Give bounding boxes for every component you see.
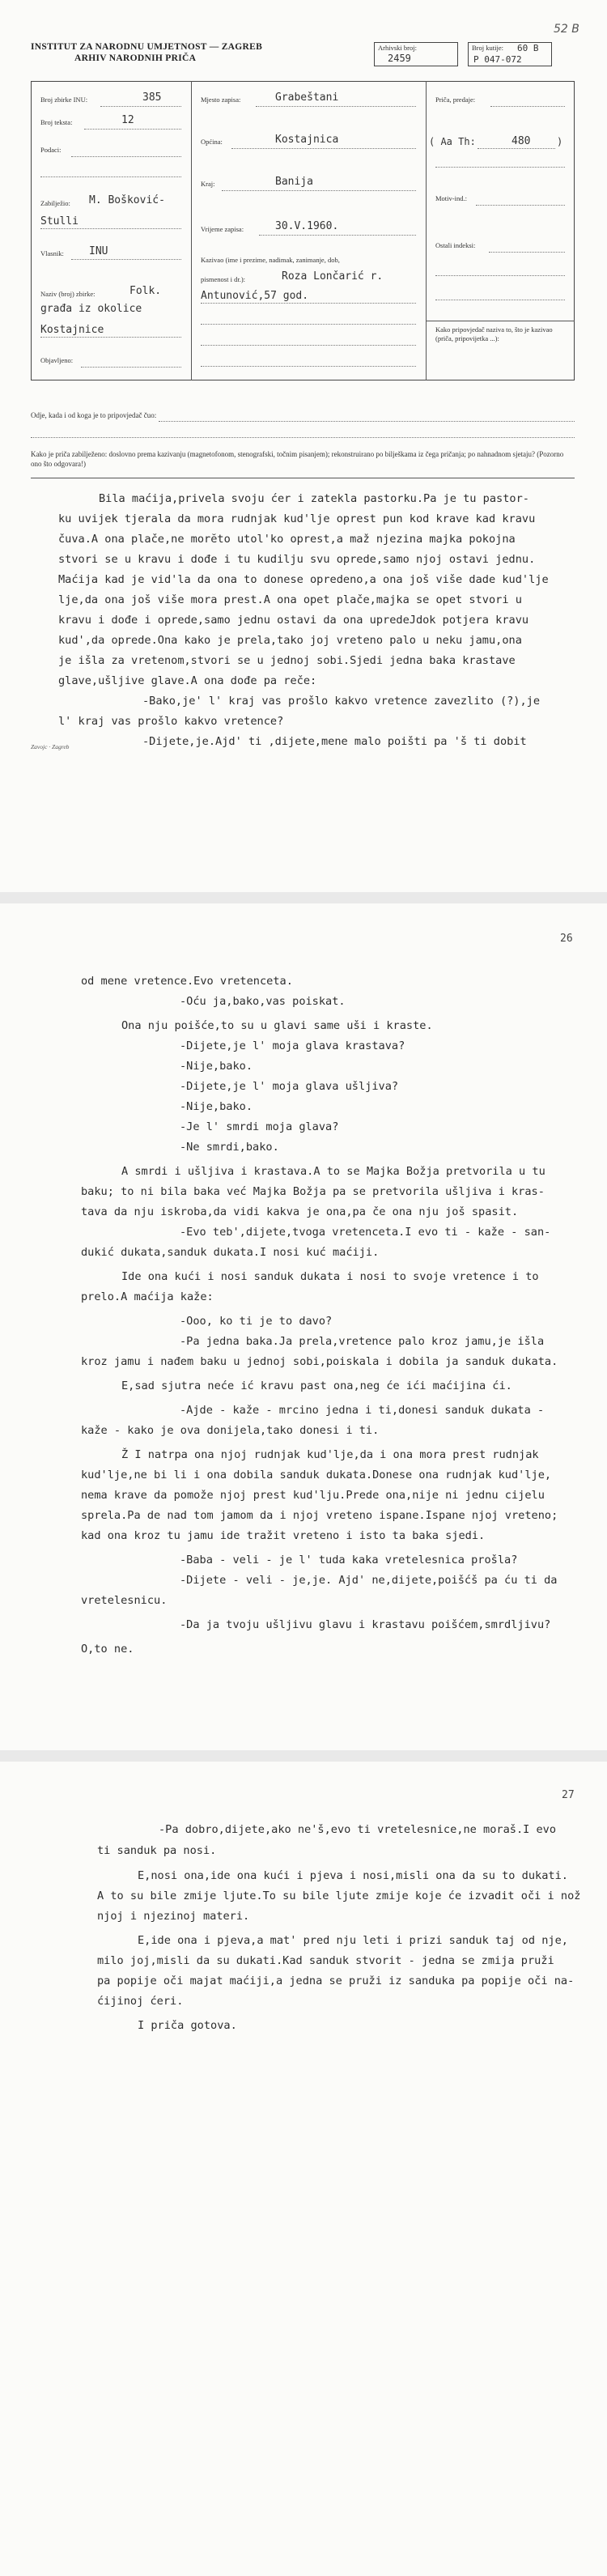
text-line: Bila maćija,privela svoju ćer i zatekla pastorku.Pa je tu pastor- (99, 492, 529, 505)
text-line: E,sad sjutra neće ić kravu past ona,neg će ići maćijina ći. (121, 1379, 512, 1392)
region-value: Banija (275, 176, 313, 188)
text-line: l' kraj vas prošlo kakvo vretence? (58, 715, 284, 728)
recorder-value: M. Bošković- (89, 194, 165, 206)
text-line: je išla za vretenom,stvori se u jednoj sobi.Sjedi jedna baka krastave (58, 654, 516, 667)
text-line: Ona nju poišće,to su u glavi same uši i kraste. (121, 1019, 433, 1032)
text-line: kud'lje,ne bi li i ona dobila sanduk dukata.Donese ona rudnjak kud'lje, (81, 1469, 552, 1481)
text-line: -Nije,bako. (180, 1060, 253, 1073)
dotted-line (159, 421, 575, 422)
text-line: Maćija kad je vid'la da ona to donese opredeno,a ona još više dade kud'lje (58, 573, 549, 586)
recorder-value-cont: Stulli (40, 215, 79, 227)
dotted-line (81, 367, 181, 368)
place-label: Mjesto zapisa: (201, 96, 241, 104)
text-line: I priča gotova. (138, 2019, 237, 2032)
municipality-label: Općina: (201, 138, 223, 146)
dotted-line (201, 345, 416, 346)
corner-mark: 52 B (554, 23, 579, 36)
aath-close: ) (557, 136, 563, 147)
text-line: ku uvijek tjerala da mora rudnjak kud'lje oprest pun kod krave kad kravu (58, 512, 536, 525)
text-line: O,to ne. (81, 1643, 134, 1656)
text-line: nema krave da pomože njoj prest kud'lju.Prede ona,nije ni jednu cijelu (81, 1489, 545, 1502)
text-line: -Ne smrdi,bako. (180, 1141, 279, 1154)
dotted-line (435, 275, 565, 276)
text-line: prelo.A maćija kaže: (81, 1290, 214, 1303)
text-line: kravu i dođe i oprede,samo jednu ostavi da ona upredeJdok potjera kravu (58, 614, 529, 627)
narrator-term-note: Kako pripovjedač naziva to, što je kazivao (priča, pripovijetka ...): (435, 325, 553, 342)
box-range-value: P 047-072 (473, 54, 522, 65)
region-label: Kraj: (201, 180, 215, 188)
text-line: kaže - kako je ova donijela,tako donesi i ti. (81, 1424, 380, 1437)
text-line: glave,ušljive glave.A ona dođe pa reče: (58, 674, 317, 687)
dotted-line (478, 148, 555, 149)
collection-number-value: 385 (142, 91, 162, 104)
collection-number-label: Broj zbirke INU: (40, 96, 88, 104)
collection-name-value-3: Kostajnice (40, 324, 104, 336)
archive-header: ARHIV NARODNIH PRIČA (74, 53, 197, 63)
column-divider (426, 81, 427, 380)
aath-value: 480 (511, 135, 531, 147)
motif-label: Motiv-ind.: (435, 194, 467, 202)
text-line: A to su bile zmije ljute.To su bile ljute zmije koje će izvadit oči i nož (97, 1889, 581, 1902)
institute-header: INSTITUT ZA NARODNU UMJETNOST — ZAGREB (31, 42, 263, 52)
text-line: Ide ona kući i nosi sanduk dukata i nosi to svoje vretence i to (121, 1270, 539, 1283)
text-line: -Baba - veli - je l' tuda kaka vretelesnica prošla? (180, 1554, 518, 1566)
dotted-line (71, 259, 181, 260)
text-line: stvori se u kravu i dođe i tu kudilju svu oprede,samo njoj ostavi jednu. (58, 553, 536, 566)
dotted-line (490, 106, 565, 107)
page-2 (0, 903, 607, 1750)
owner-value: INU (89, 245, 108, 257)
recording-method-note: Kako je priča zabilježeno: doslovno prema kazivanju (magnetofonom, stenografski, točnim pisanjem); rekonstruirano po bilješkama iz čega pričanja; po nahnadnom sjetaju? (Pozorno ono što odgovara!) (31, 450, 564, 468)
text-line: sprela.Pa de nad tom jamom da i njoj vreteno ispane.Ispane njoj vreteno; (81, 1509, 558, 1522)
origin-line-label: Odje, kada i od koga je to pripovjedač čuo: (31, 411, 157, 419)
collection-name-label: Naziv (broj) zbirke: (40, 290, 96, 298)
narrator-label-2: pismenost i dr.): (201, 275, 246, 283)
other-index-label: Ostali indeksi: (435, 241, 476, 249)
dotted-line (40, 228, 181, 229)
page-number: 27 (562, 1789, 575, 1801)
text-line: lje,da ona još više mora prest.A ona opet plače,majka se opet stvori u (58, 593, 522, 606)
dotted-line (256, 106, 416, 107)
text-line: milo joj,misli da su dukati.Kad sanduk stvorit - jedna se zmija pruži (97, 1954, 554, 1967)
text-line: E,nosi ona,ide ona kući i pjeva i nosi,misli ona da su to dukati. (138, 1869, 568, 1882)
text-line: -Bako,je' l' kraj vas prošlo kakvo vretence zavezlito (?),je (142, 695, 541, 708)
dotted-line (489, 252, 565, 253)
text-line: kroz jamu i nađem baku u jednoj sobi,poiskala i dobila ja sanduk dukata. (81, 1355, 558, 1368)
text-line: kud',da oprede.Ona kako je prela,tako joj vreteno palo u neku jamu,ona (58, 634, 522, 647)
dotted-line (40, 337, 181, 338)
text-line: -Dijete - veli - je,je. Ajd' ne,dijete,poišćš pa ću ti da (180, 1574, 558, 1587)
dotted-line (71, 156, 181, 157)
box-number-box (468, 42, 552, 66)
text-line: -Dijete,je.Ajd' ti ,dijete,mene malo poišti pa 'š ti dobit (142, 735, 527, 748)
published-label: Objavljeno: (40, 356, 74, 364)
text-line: tava da nju iskroba,da vidi kakva je ona,pa če ona nju još spasit. (81, 1205, 519, 1218)
box-number-value: 60 B (517, 43, 539, 53)
text-line: -Je l' smrdi moja glava? (180, 1120, 339, 1133)
text-line: njoj i njezinoj materi. (97, 1910, 250, 1923)
collection-name-value-2: građa iz okolice (40, 303, 142, 315)
text-line: E,ide ona i pjeva,a mat' pred nju leti i prizi sanduk taj od nje, (138, 1934, 568, 1947)
text-number-value: 12 (121, 114, 134, 126)
text-line: ti sanduk pa nosi. (97, 1844, 217, 1857)
text-line: -Pa dobro,dijete,ako ne'š,evo ti vretelesnice,ne moraš.I evo (159, 1823, 557, 1836)
dotted-line (40, 176, 181, 177)
dotted-line (201, 324, 416, 325)
box-number-label: Broj kutije: (472, 44, 503, 52)
dotted-line (476, 205, 565, 206)
data-label: Podaci: (40, 146, 62, 154)
dotted-line (31, 437, 575, 438)
text-line: čuva.A ona plače,ne morĕto utol'ko oprest,a maž njezina majka pokojna (58, 533, 516, 546)
page-1-form (0, 0, 607, 892)
text-line: ćijinoj ćeri. (97, 1995, 184, 2008)
narrator-label: Kazivao (ime i prezime, nadimak, zanimanje, dob, (201, 256, 340, 264)
dotted-line (231, 148, 416, 149)
column-divider (191, 81, 192, 380)
recorder-label: Zabilježio: (40, 199, 70, 207)
text-line: -Evo teb',dijete,tvoga vretenceta.I evo ti - kaže - san- (180, 1226, 551, 1239)
text-line: pa popije oči majat maćiji,a jedna se pruži iz sanduka pa popije oči na- (97, 1975, 575, 1987)
dotted-line (259, 235, 416, 236)
text-number-label: Broj teksta: (40, 118, 73, 126)
dotted-line (100, 106, 181, 107)
text-line: od mene vretence.Evo vretenceta. (81, 975, 293, 988)
text-line: -Da ja tvoju ušljivu glavu i krastavu poišćem,smrdljivu? (180, 1618, 551, 1631)
text-line: vretelesnicu. (81, 1594, 168, 1607)
text-line: Ž I natrpa ona njoj rudnjak kud'lje,da i ona mora prest rudnjak (121, 1448, 539, 1461)
page-number: 26 (560, 933, 573, 945)
printer-mark: Zavojc · Zagreb (31, 743, 70, 750)
text-line: -Nije,bako. (180, 1100, 253, 1113)
date-value: 30.V.1960. (275, 220, 339, 232)
archive-number-label: Arhivski broj: (378, 44, 417, 52)
text-line: -Dijete,je l' moja glava krastava? (180, 1039, 405, 1052)
text-line: kad ona kroz tu jamu ide tražit vreteno i isto ta baka sjedi. (81, 1529, 486, 1542)
archive-number-value: 2459 (388, 53, 411, 64)
place-value: Grabeštani (275, 91, 339, 104)
text-line: -Oću ja,bako,vas poiskat. (180, 995, 346, 1008)
owner-label: Vlasnik: (40, 249, 64, 257)
aath-label: ( Aa Th: (429, 136, 476, 147)
dotted-line (222, 190, 416, 191)
text-line: -Pa jedna baka.Ja prela,vretence palo kroz jamu,je išla (180, 1335, 545, 1348)
dotted-line (435, 167, 565, 168)
dotted-line (201, 303, 416, 304)
archive-number-box (374, 42, 458, 66)
text-line: A smrdi i ušljiva i krastava.A to se Majka Božja pretvorila u tu (121, 1165, 545, 1178)
date-label: Vrijeme zapisa: (201, 225, 244, 233)
narrator-value-2: Antunović,57 god. (201, 290, 309, 302)
text-line: -Ooo, ko ti je to davo? (180, 1315, 333, 1328)
collection-name-value: Folk. (129, 285, 162, 297)
text-line: dukić dukata,sanduk dukata.I nosi kuć maćiji. (81, 1246, 380, 1259)
municipality-value: Kostajnica (275, 134, 339, 146)
text-line: -Dijete,je l' moja glava ušljiva? (180, 1080, 399, 1093)
text-line: -Ajde - kaže - mrcino jedna i ti,donesi sanduk dukata - (180, 1404, 545, 1417)
story-type-label: Priča, predaje: (435, 96, 476, 104)
narrator-value: Roza Lončarić r. (282, 270, 384, 283)
dotted-line (84, 129, 181, 130)
text-line: baku; to ni bila baka već Majka Božja pa se pretvorila ušljiva i kras- (81, 1185, 545, 1198)
dotted-line (201, 366, 416, 367)
page-3 (0, 1762, 607, 2576)
